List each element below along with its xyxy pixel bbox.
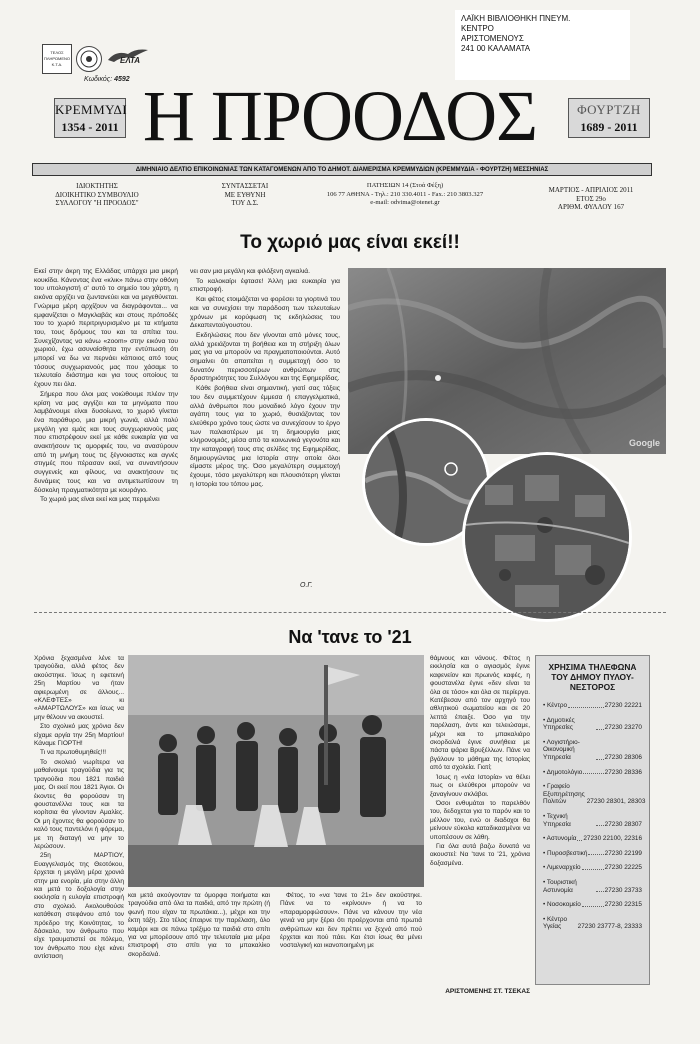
elta-seal-icon <box>76 46 102 72</box>
phone-entry <box>543 879 642 894</box>
article1-paragraph: Και φέτος ετοιμάζεται να φορέσει τα γιορτινά του και να συνεχίσει την παράδοση των τελευταίων χρόνων με κορύφωση τις εκδηλώσεις του Δεκαπενταύγουστου. <box>190 296 340 330</box>
contact-email: e-mail: odvima@otenet.gr <box>370 199 440 206</box>
phone-entry-name: • Λογιστήριο-Οικονομική Υπηρεσία <box>543 738 580 761</box>
phone-entry-name: • Αστυνομία <box>543 835 577 843</box>
editor-line-2: ΜΕ ΕΥΘΥΝΗ <box>224 190 266 199</box>
article1-paragraph: Σήμερα που όλοι μας νοιώθουμε πλέον την κρίση να μας αγγίζει και τα μηνύματα που λαμβάνουμε είναι δυσοίωνα, το χωριό γίνεται ένα παράθυρο, μια μικρή γωνιά, αλλά πολύ μεγάλη για εμάς και τους συγχωριανούς μας που επιστρέφουν εκεί με κάθε ευκαιρία για να ανακτήσουν τις ομορφιές του, να ανασύρουν από τη μνήμη τους τις ξέγνοιαστες και αγνές στιγμές που πέρασαν εκεί, να συναντήσουν συγγενείς και φίλους, να ανακτήσουν τις δυνάμεις τους και να αντιμετωπίσουν τη δύσκολη πραγματικότητα με κουράγιο. <box>34 390 178 494</box>
phones-box <box>535 655 650 985</box>
address-line-3: ΑΡΙΣΤΟΜΕΝΟΥΣ <box>461 34 524 43</box>
phone-entry <box>543 717 642 732</box>
article2-paragraph: θάμνους και νάνους. Φέτος η εκκλησία και ο αγιασμός έγινε καφενείον και πρωινός καφές, η φουστανέλα έγινε «δεν είναι τα όλα σε τόσο» και όλα σε περίεργα. Κατέβεσαν από τον αρχηγό του αθλητικού σωματείου και σε 20 λεπτά έπαιξε. Όσο για την παρέλαση, άντε και τελειώσαμε, μέχρι και το μπακαλιάρο σκορδαλιά έγινε συνήθεια με πάστα ψάρια Βρυξέλλων. Πάνε να βγάλουν το μάθημα της Ιστορίας από τα σχολεία. Γιατί; <box>430 655 530 772</box>
left-place-name: ΚΡΕΜΜΥΔΙ <box>55 102 128 117</box>
article2-paragraph: Χρόνια ξεχασμένα λένε τα τραγούδια, αλλά φέτος δεν ακούστηκε. Ίσως η εφετεινή 25η Μαρτίου να ήταν αφιερωμένη σε άλλους... «ΚΛΕΦΤΕΣ» κι «ΑΜΑΡΤΩΛΟΥΣ» και ίσως να μην θέλουν να ακουστεί. <box>34 655 124 721</box>
article2-paragraph: Ίσως η «νέα Ιστορία» να θέλει πως οι ελεύθεροι μπορούν να ξαναγίνουν σκλάβοι. <box>430 773 530 798</box>
elta-logo <box>106 46 150 68</box>
postal-code <box>84 76 130 83</box>
phone-entry-dots <box>596 825 604 826</box>
issue-year: ΕΤΟΣ 29ο <box>576 194 606 203</box>
article1-signature: Ο.Γ. <box>300 582 313 589</box>
contact-line-2: 106 77 ΑΘΗΝΑ - Τηλ.: 210 330.4011 - Fax.: 210 3803.327 <box>326 190 484 198</box>
satellite-zoom-2 <box>462 452 632 622</box>
article2-paragraph: Όσοι ενθυμάται το παρελθόν του, δεδοχεται για το παρόν και το μέλλον του, ενώ οι διαδοχοι θα μείνουν εύκολα καταδικασμένοι να υποπέσουν σε λάθη. <box>430 799 530 841</box>
phone-entry-dots <box>577 840 582 841</box>
phone-entry-number: 27230 23777-8, 23333 <box>577 923 642 931</box>
phone-entry-dots <box>583 773 603 774</box>
elta-text: ΕΛΤΑ <box>120 56 141 65</box>
phone-entry-name: • Νοσοκομείο <box>543 901 581 909</box>
phone-entry-name: • Λιμεναρχείο <box>543 864 581 872</box>
phone-entry-number: 27230 28336 <box>604 768 642 776</box>
postal-code-label: Κωδικός: <box>84 76 113 83</box>
phone-entry-dots <box>568 707 604 708</box>
phones-title: ΧΡΗΣΙΜΑ ΤΗΛΕΦΩΝΑ ΤΟΥ ΔΗΜΟΥ ΠΥΛΟΥ-ΝΕΣΤΟΡΟΣ <box>548 662 637 692</box>
phone-entry <box>543 739 642 762</box>
parade-photo <box>128 655 424 887</box>
right-place-box <box>568 98 650 138</box>
article1-paragraph: Το καλοκαίρι έφτασε! Άλλη μια ευκαιρία για επιστροφή. <box>190 277 340 294</box>
section-divider <box>34 612 666 613</box>
phone-entry-name: • Δημοτολόγιο <box>543 768 583 776</box>
address-line-1: ΛΑΪΚΗ ΒΙΒΛΙΟΘΗΚΗ ΠΝΕΥΜ. <box>461 14 571 23</box>
phone-entry-number: 27230 28306 <box>604 753 642 761</box>
phone-entry-number: 27230 22221 <box>604 702 642 709</box>
phone-entry-number: 27230 28307 <box>604 820 642 828</box>
phone-entry <box>543 850 642 858</box>
phone-entry-number: 27230 28301, 28303 <box>586 798 646 806</box>
phone-entry-dots <box>588 854 603 855</box>
right-place-name: ΦΟΥΡΤΖΗ <box>577 102 641 117</box>
article2-author: ΑΡΙΣΤΟΜΕΝΗΣ ΣΤ. ΤΣΕΚΑΣ <box>445 988 530 995</box>
article2-title: Να 'τανε το '21 <box>288 627 412 647</box>
issue-number: ΑΡΙΘΜ. ΦΥΛΛΟΥ 167 <box>557 203 625 211</box>
phone-entry-name: • Δημοτικές Υπηρεσίες <box>543 716 575 732</box>
phone-entry-name: • Τεχνική Υπηρεσία <box>543 812 571 828</box>
postal-stamp-text: ΤΕΛΟΣ ΠΛΗΡΩΜΕΝΟ Κ.Τ.Α. <box>42 44 72 74</box>
phone-entry-dots <box>582 906 604 907</box>
phone-entry <box>543 901 642 909</box>
phone-entry-number: 27230 23270 <box>604 724 642 732</box>
article2-paragraph: Το σκολειό νωρίτερα να μαθαίνουμε τραγούδια για τις τραγούδια που 1821 παιδιά μας. Οι εκεί που 1821 Άγιοι. Οι έκοντες θα φορούσαν τη φουστανέλλα τους και τα κορίτσια θα γίνονταν Αμαλίες. Οι μη έχοντες θα φορούσαν το καλό τους παντελόνι ή φόρεμα, με τη διαταγή να μην το λερώσουν. <box>34 758 124 850</box>
article2-bottom-column-1 <box>128 892 270 1017</box>
phone-entry-name: • Κέντρο <box>543 702 568 709</box>
address-line-4: 241 00 ΚΑΛΑΜΑΤΑ <box>461 44 531 53</box>
phone-entry-dots <box>582 869 604 870</box>
left-place-years: 1354 - 2011 <box>61 120 119 134</box>
article2-paragraph: 25η ΜΑΡΤΙΟΥ, Ευαγγελισμός της Θεοτόκου, έρχεται η μεγάλη μέρα χρονιά στην μια ενορία, μία στην άλλη και μετά το δοξολογία στην εκκλησία η ευλογία επιστροφή στο σχολειό. Ακολουθούσε κατάθεση στεφάνου από τον πρόεδρο της Κοινότητας, το δάσκαλο, τον άνθρωπο που είχε τραυματιστεί σε πόλεμο, τον άνθρωπο που είχε κάνει αντίσταση <box>34 852 124 961</box>
phone-entry-name: • Τουριστική Αστυνομία <box>543 878 577 894</box>
postal-stamp <box>42 44 72 74</box>
article1-column-1 <box>34 268 178 592</box>
phone-entry-number: 27230 22315 <box>604 901 642 909</box>
contact-line-1: ΠΑΤΗΣΙΩΝ 14 (Στοά Φέξη) <box>366 182 444 189</box>
article1-paragraph: Το χωριό μας είναι εκεί και μας περιμένει <box>40 496 160 504</box>
address-line-2: ΚΕΝΤΡΟ <box>461 24 494 33</box>
editor-line-3: ΤΟΥ Δ.Σ. <box>231 199 259 207</box>
phone-entry-dots <box>596 891 604 892</box>
phone-entry-dots <box>596 729 604 730</box>
owner-line-1: ΙΔΙΟΚΤΗΤΗΣ <box>76 182 118 190</box>
masthead-tagline-text: ΔΙΜΗΝΙΑΙΟ ΔΕΛΤΙΟ ΕΠΙΚΟΙΝΩΝΙΑΣ ΤΩΝ ΚΑΤΑΓΟΜΕΝΩΝ ΑΠΟ ΤΟ ΔΗΜΟΤ. ΔΙΑΜΕΡΙΣΜΑ ΚΡΕΜΜΥΔΙΩΝ (ΚΡΕΜΜΥΔΙΑ - ΦΟΥΡΤΖΗ) ΜΕΣΣΗΝΙΑΣ <box>135 166 549 173</box>
issue-date: ΜΑΡΤΙΟΣ - ΑΠΡΙΛΙΟΣ 2011 <box>548 186 634 194</box>
editor-line-1: ΣΥΝΤΑΣΣΕΤΑΙ <box>221 182 269 190</box>
phone-entry <box>543 813 642 828</box>
article2-paragraph: Για όλα αυτά βαζω δυνατά να ακουστεί: Να 'τανε το '21, χρόνια δοξασμένα. <box>430 842 530 867</box>
phone-entry <box>543 702 642 710</box>
phone-entry <box>543 916 642 931</box>
phone-entry-name: • Πυροσβεστική <box>543 849 588 857</box>
left-place-box <box>54 98 126 138</box>
phone-entry <box>543 783 646 806</box>
article2-paragraph: Στο σχολικό μας χρόνια δεν είχαμε αργία την 25η Μαρτίου! Κάναμε ΓΙΟΡΤΗ! <box>34 723 124 748</box>
owner-line-3: ΣΥΛΛΟΓΟΥ "Η ΠΡΟΟΔΟΣ" <box>55 199 139 207</box>
postal-code-value: 4592 <box>114 76 130 83</box>
owner-info <box>38 182 156 208</box>
issue-info <box>520 186 662 212</box>
phone-entry-number: 27230 22199 <box>604 849 642 857</box>
contact-info <box>298 182 512 208</box>
address-label <box>455 10 630 80</box>
masthead-tagline <box>32 163 652 176</box>
parade-photo-image <box>128 655 424 887</box>
phone-entry <box>543 835 642 843</box>
phone-entry <box>543 769 642 777</box>
phone-entry-number: 27230 23733 <box>604 886 642 894</box>
right-place-years: 1689 - 2011 <box>580 120 638 134</box>
article2-right-column <box>430 655 530 985</box>
map-watermark: Google <box>629 438 660 448</box>
article1-title: Το χωριό μας είναι εκεί!! <box>240 232 460 253</box>
article2-paragraph: Τι να πρωτοθυμηθείς!!! <box>40 749 107 757</box>
phone-entry-number: 27230 22225 <box>604 864 642 872</box>
article1-paragraph: Εκδηλώσεις που δεν γίνονται από μόνες τους, αλλά χρειάζονται τη βοήθεια και τη στήριξη όλων μας για να μπορούν να πραγματοποιούνται. Αυτό σημαίνει ότι απαιτείται η συμμετοχή όσο το δυνατόν περισσοτέρων ανθρώπων στις δραστηριότητες του Συλλόγου και της Εφημερίδας. <box>190 331 340 383</box>
phone-entry-name: • Γραφείο Εξυπηρέτησης Πολιτών <box>543 783 585 806</box>
article2-left-column <box>34 655 124 1025</box>
phone-entry-name: • Κέντρο Υγείας <box>543 915 568 931</box>
editor-info <box>200 182 290 208</box>
masthead-title: Η ΠΡΟΟΔΟΣ <box>142 76 538 156</box>
article2-paragraph: Φέτος, το «να 'τανε το 21» δεν ακούστηκε. Πάνε να το «κρίνουν» ή να το «παραμορφώσουν». Πάνε να κάνουν την νέα γενιά να μην ξέρει ότι προέρχονται από πρωτιά ανθρώπων και δεν πρέπει να ξεχνά από πού έρχεται και πού πάει. Και έτσι ίσως θα μένει νοσταλγική και ικανοποιημένη με <box>280 892 422 950</box>
satellite-zoom-image-2 <box>465 455 632 622</box>
article1-paragraph: Εκεί στην άκρη της Ελλάδας υπάρχει μια μικρή κουκίδα. Κάνοντας ένα «κλικ» πάνω στην οθόνη του υπολογιστή σ' αυτό το σημείο του χάρτη, η εικόνα αρχίζει να ζωντανεύει και να μεγεθύνεται. Γνώριμα μέρη αρχίζουν να διαγράφονται... να εμφανίζεται ο Μαγκλαβάς και στους πρόποδές του το χωριό περιτριγυρισμένο με τα κτήματα του, τους δρόμους του και τα σπίτια του. Συνεχίζοντας να κάνω «zoom» στην εικόνα του χωριού, έχω ασυναίσθητα την εντύπωση ότι μπορεί να δω να περνάει κάποιος από τους τόσους συγχωριανούς μας που χάσαμε το τελευταίο διάστημα και για τους οποίους τα έχουν πει όλα. <box>34 268 178 389</box>
article2-bottom-column-2 <box>280 892 422 1017</box>
article2-paragraph: και μετά ακούγονταν τα όμορφα ποιήματα και τραγούδια από όλα τα παιδιά, από την πρώτη (ή φωνή που είχαν τα πρωτάκια...), μέχρι και την έκτη τάξη. Στο τέλος έπαιρνε την παρέλαση, όλο καμάρι και σε πάνω τρέξιμο τα παιδιά στο σπίτι για να μπορέσουν από την τελευταία μια μέρα επιστροφή στο σπίτι για το μπακαλίκο σκορδαλιά. <box>128 892 270 958</box>
phone-entry-dots <box>596 759 604 760</box>
owner-line-2: ΔΙΟΙΚΗΤΙΚΟ ΣΥΜΒΟΥΛΙΟ <box>55 190 139 199</box>
phone-entry-number: 27230 22100, 22316 <box>583 835 642 843</box>
phones-list <box>543 702 646 931</box>
article1-column-2 <box>190 268 340 584</box>
phone-entry <box>543 864 642 872</box>
article1-paragraph: νει σαν μια μεγάλη και φιλόξενη αγκαλιά. <box>190 268 310 275</box>
article1-paragraph: Κάθε βοήθεια είναι σημαντική, γιατί σας τόξεις του δεν συμμετέχουν έμμεσα ή επαγγελματικά, αλλά άνθρωποι που μοναδικό λόγο έχουν την αγάπη τους για το χωριό, θυσιάζοντας τον ελεύθερο χρόνο τους ώστε να συνεχίσουν το έργο των παλαιοτέρων με τη δημιουργία μιας κληρονομιάς, μέσα από τα κοινωνικά γεγονότα και την καταγραφή τους στις σελίδες της Εφημερίδας, δημιουργώντας μια Ιστορία στην οποία όλοι είμαστε μέρος της. Όσο μεγαλύτερη συμμετοχή έχουμε, τόσο μεγαλύτερη και πλουσιότερη γίνεται η Ιστορία του τόπου μας. <box>190 385 340 488</box>
